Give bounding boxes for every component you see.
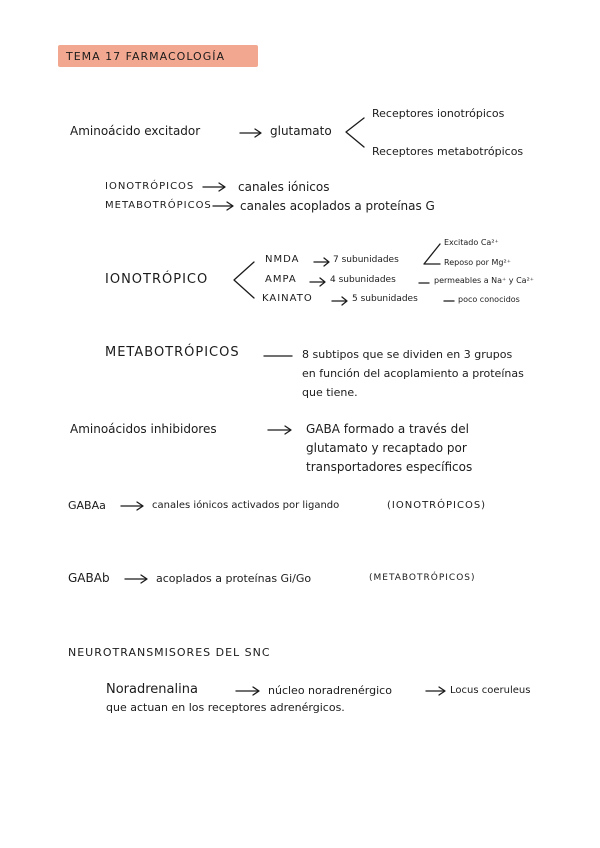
receptores-metabotropicos-label: Receptores metabotrópicos [372, 145, 524, 158]
nmda-excitado: Excitado Ca²⁺ [444, 238, 499, 247]
metabotropicos-heading: METABOTRÓPICOS [105, 345, 240, 360]
snc-line-2: que actuan en los receptores adrenérgicos. [106, 701, 345, 714]
ionotropicos-label: IONOTRÓPICOS [105, 181, 195, 192]
glutamato-label: glutamato [270, 124, 332, 138]
nmda-label: NMDA [265, 254, 300, 265]
gaba-b-label: GABAb [68, 571, 110, 585]
kainato-note: poco conocidos [458, 295, 520, 304]
inhibidores-line-3: transportadores específicos [306, 460, 473, 474]
arrow-icon [268, 426, 291, 434]
noradrenalina-label: Noradrenalina [106, 682, 198, 697]
gaba-b-desc: acoplados a proteínas Gi/Go [156, 572, 312, 585]
aminoacido-excitador-label: Aminoácido excitador [70, 124, 201, 138]
bracket-icon [424, 244, 440, 264]
arrow-icon [203, 183, 225, 191]
arrow-icon [426, 687, 445, 695]
gaba-a-label: GABAa [68, 499, 106, 512]
gaba-b-type: (METABOTRÓPICOS) [369, 573, 476, 583]
arrow-icon [332, 297, 347, 305]
arrow-icon [213, 202, 233, 210]
ampa-desc: 4 subunidades [330, 275, 396, 285]
gaba-a-type: (IONOTRÓPICOS) [387, 500, 487, 511]
kainato-desc: 5 subunidades [352, 294, 418, 304]
arrow-icon [121, 502, 143, 510]
locus-coeruleus: Locus coeruleus [450, 685, 531, 696]
ionotropicos-desc: canales iónicos [238, 180, 330, 194]
ampa-label: AMPA [265, 274, 297, 285]
page-title: TEMA 17 FARMACOLOGÍA [66, 50, 226, 63]
metabotropicos-desc: canales acoplados a proteínas G [240, 199, 435, 213]
metabotropicos-line-2: en función del acoplamiento a proteínas [302, 367, 524, 380]
metabotropicos-line-1: 8 subtipos que se dividen en 3 grupos [302, 348, 513, 361]
arrow-icon [240, 129, 261, 137]
ampa-note: permeables a Na⁺ y Ca²⁺ [434, 276, 534, 285]
snc-heading: NEUROTRANSMISORES DEL SNC [68, 646, 271, 659]
inhibidores-line-1: GABA formado a través del [306, 422, 469, 436]
arrow-icon [236, 687, 259, 695]
ionotropico-label: IONOTRÓPICO [105, 272, 209, 287]
arrow-icon [310, 278, 325, 286]
kainato-label: KAINATO [262, 293, 313, 304]
metabotropicos-label: METABOTRÓPICOS [105, 200, 212, 211]
inhibidores-line-2: glutamato y recaptado por [306, 441, 467, 455]
receptores-ionotropicos-label: Receptores ionotrópicos [372, 107, 505, 120]
bracket-icon [234, 262, 254, 298]
gaba-a-desc: canales iónicos activados por ligando [152, 500, 340, 511]
metabotropicos-line-3: que tiene. [302, 386, 358, 399]
nmda-desc: 7 subunidades [333, 255, 399, 265]
aminoacidos-inhibidores-label: Aminoácidos inhibidores [70, 422, 217, 436]
nucleo-noradrenergico: núcleo noradrenérgico [268, 684, 392, 697]
nmda-reposo: Reposo por Mg²⁺ [444, 258, 511, 267]
arrow-icon [314, 258, 329, 266]
bracket-icon [346, 118, 364, 147]
arrow-icon [125, 575, 147, 583]
